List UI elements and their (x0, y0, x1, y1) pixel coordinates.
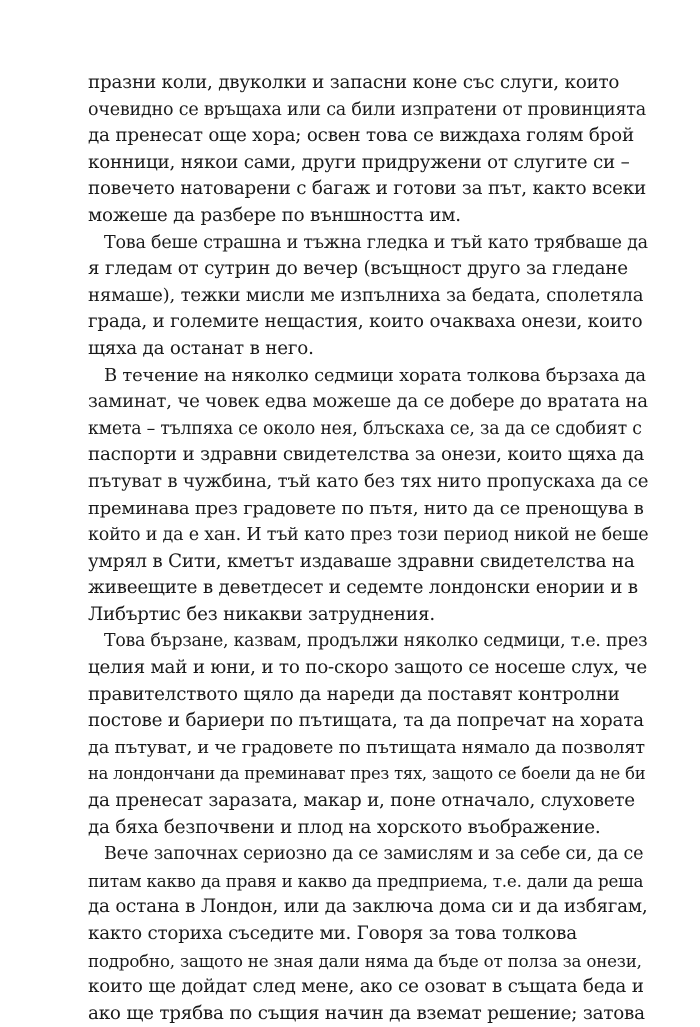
text-line: пътуват в чужбина, тъй като без тях нито пропускаха да се (88, 470, 649, 492)
text-line: постове и бариери по пътищата, та да попречат на хората (88, 710, 644, 732)
text-line: да пренесат още хора; освен това се виждаха голям брой (88, 125, 634, 147)
text-line: кмета – тълпяха се около нея, блъскаха се, за да се сдобият с (88, 418, 642, 439)
text-line: Това бързане, казвам, продължи няколко седмици, т.е. през (104, 631, 648, 652)
text-line: на лондончани да преминават през тях, защото се боели да не би (88, 764, 646, 784)
text-line: целия май и юни, и то по-скоро защото се носеше слух, че (88, 657, 648, 679)
text-line: щяха да останат в него. (88, 337, 314, 359)
text-line: повечето натоварени с багаж и готови за път, както всеки (88, 178, 646, 200)
text-line: ако ще трябва по същия начин да вземат решение; затова (88, 1002, 645, 1024)
text-line: Това беше страшна и тъжна гледка и тъй като трябваше да (104, 232, 648, 253)
text-line: Либъртис без никакви затруднения. (88, 603, 435, 625)
text-line: както сториха съседите ми. Говоря за това толкова (88, 923, 577, 944)
text-line: заминат, че човек едва можеше да се добере до вратата на (88, 391, 648, 413)
text-line: можеше да разбере по външността им. (88, 204, 461, 226)
text-line: които ще дойдат след мене, ако се озоват в същата беда и (88, 976, 644, 998)
text-line: да пренесат заразата, макар и, поне отначало, слуховете (88, 790, 635, 812)
text-line: града, и големите нещастия, които очакваха онези, които (88, 311, 643, 333)
text-line: да пътуват, и че градовете по пътищата нямало да позволят (88, 737, 645, 758)
text-line: умрял в Сити, кметът издаваше здравни свидетелства на (88, 550, 635, 572)
text-line: да остана в Лондон, или да заключа дома си и да избягам, (88, 896, 648, 918)
text-line: да бяха безпочвени и плод на хорското въображение. (88, 816, 601, 838)
text-line: живеещите в деветдесет и седемте лондонски енории и в (88, 577, 638, 599)
text-line: очевидно се връщаха или са били изпратени от провинцията (88, 99, 647, 120)
body-text (88, 70, 648, 1027)
text-line: В течение на няколко седмици хората толкова бързаха да (104, 364, 646, 386)
text-line: питам какво да правя и какво да предприема, т.е. дали да реша (88, 870, 644, 891)
text-line: паспорти и здравни свидетелства за онези, които щяха да (88, 444, 645, 466)
text-line: който и да е хан. И тъй като през този период никой не беше (88, 525, 649, 546)
text-line: нямаше), тежки мисли ме изпълниха за бедата, сполетяла (88, 284, 644, 306)
text-line: правителството щяло да нареди да поставят контролни (88, 683, 620, 705)
text-line: подробно, защото не зная дали няма да бъде от полза за онези, (88, 950, 642, 971)
text-line: я гледам от сутрин до вечер (всъщност друго за гледане (88, 258, 628, 280)
text-line: преминава през градовете по пътя, нито да се пренощува в (88, 497, 644, 519)
text-line: конници, някои сами, други придружени от слугите си – (88, 151, 630, 173)
text-line: празни коли, двуколки и запасни коне със слуги, които (88, 72, 620, 93)
text-line: Вече започнах сериозно да се замислям и за себе си, да се (104, 844, 644, 865)
